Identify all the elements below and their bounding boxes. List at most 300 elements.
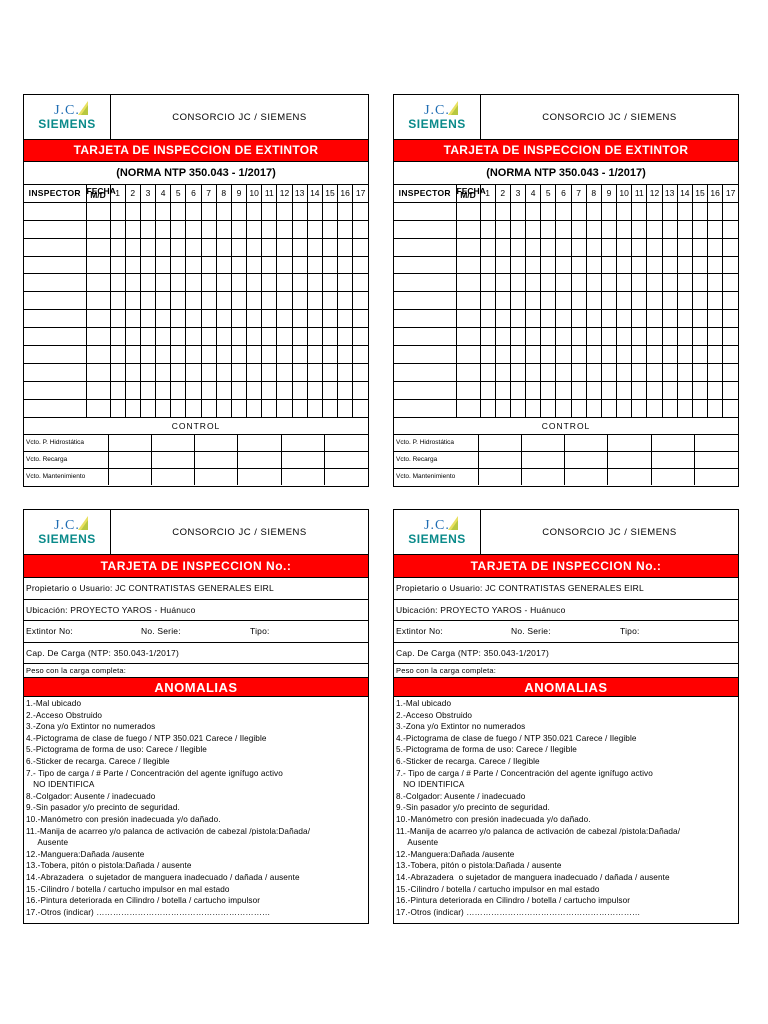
grid-cell[interactable] (601, 220, 616, 238)
control-cell[interactable] (565, 434, 608, 451)
grid-cell[interactable] (307, 328, 322, 346)
grid-cell[interactable] (692, 238, 707, 256)
grid-cell[interactable] (692, 220, 707, 238)
grid-cell[interactable] (247, 363, 262, 381)
grid-cell[interactable] (277, 346, 292, 364)
cap-carga-field[interactable]: Cap. De Carga (NTP: 350.043-1/2017) (24, 643, 368, 665)
grid-cell[interactable] (677, 310, 692, 328)
grid-cell[interactable] (617, 274, 632, 292)
grid-cell[interactable] (24, 399, 86, 417)
grid-cell[interactable] (541, 202, 556, 220)
grid-cell[interactable] (510, 220, 525, 238)
grid-cell[interactable] (24, 274, 86, 292)
grid-cell[interactable] (231, 381, 246, 399)
grid-cell[interactable] (277, 381, 292, 399)
grid-cell[interactable] (140, 238, 155, 256)
grid-cell[interactable] (495, 346, 510, 364)
grid-cell[interactable] (186, 381, 201, 399)
grid-cell[interactable] (322, 328, 337, 346)
grid-cell[interactable] (231, 399, 246, 417)
grid-cell[interactable] (338, 220, 353, 238)
grid-cell[interactable] (216, 256, 231, 274)
grid-cell[interactable] (186, 310, 201, 328)
grid-cell[interactable] (262, 346, 277, 364)
grid-cell[interactable] (247, 274, 262, 292)
grid-cell[interactable] (338, 363, 353, 381)
grid-cell[interactable] (171, 274, 186, 292)
grid-cell[interactable] (24, 381, 86, 399)
grid-cell[interactable] (662, 256, 677, 274)
grid-cell[interactable] (632, 346, 647, 364)
grid-cell[interactable] (510, 328, 525, 346)
grid-cell[interactable] (632, 238, 647, 256)
grid-cell[interactable] (601, 363, 616, 381)
grid-cell[interactable] (110, 238, 125, 256)
grid-cell[interactable] (708, 292, 723, 310)
control-cell[interactable] (608, 451, 651, 468)
grid-cell[interactable] (556, 274, 571, 292)
no-serie-field[interactable]: No. Serie: (511, 626, 551, 637)
grid-cell[interactable] (632, 381, 647, 399)
grid-cell[interactable] (510, 381, 525, 399)
ubicacion-field[interactable]: Ubicación: PROYECTO YAROS - Huánuco (24, 600, 368, 622)
grid-cell[interactable] (338, 328, 353, 346)
grid-cell[interactable] (231, 274, 246, 292)
grid-cell[interactable] (216, 328, 231, 346)
grid-cell[interactable] (495, 220, 510, 238)
grid-cell[interactable] (556, 220, 571, 238)
grid-cell[interactable] (677, 399, 692, 417)
grid-cell[interactable] (480, 346, 495, 364)
grid-cell[interactable] (692, 381, 707, 399)
control-cell[interactable] (478, 468, 521, 485)
grid-cell[interactable] (216, 381, 231, 399)
tipo-field[interactable]: Tipo: (250, 626, 270, 637)
grid-cell[interactable] (456, 238, 480, 256)
control-cell[interactable] (238, 468, 281, 485)
grid-cell[interactable] (216, 292, 231, 310)
grid-cell[interactable] (647, 220, 662, 238)
grid-cell[interactable] (24, 310, 86, 328)
grid-cell[interactable] (571, 292, 586, 310)
grid-cell[interactable] (677, 363, 692, 381)
grid-cell[interactable] (601, 292, 616, 310)
control-cell[interactable] (151, 451, 194, 468)
grid-cell[interactable] (495, 292, 510, 310)
grid-cell[interactable] (322, 220, 337, 238)
grid-cell[interactable] (86, 381, 110, 399)
control-cell[interactable] (565, 451, 608, 468)
grid-cell[interactable] (201, 399, 216, 417)
grid-cell[interactable] (541, 220, 556, 238)
grid-cell[interactable] (322, 202, 337, 220)
grid-cell[interactable] (247, 292, 262, 310)
grid-cell[interactable] (216, 399, 231, 417)
grid-cell[interactable] (601, 202, 616, 220)
grid-cell[interactable] (647, 328, 662, 346)
grid-cell[interactable] (247, 346, 262, 364)
grid-cell[interactable] (216, 346, 231, 364)
control-cell[interactable] (608, 434, 651, 451)
grid-cell[interactable] (140, 328, 155, 346)
grid-cell[interactable] (708, 238, 723, 256)
grid-cell[interactable] (338, 274, 353, 292)
grid-cell[interactable] (571, 346, 586, 364)
grid-cell[interactable] (307, 381, 322, 399)
grid-cell[interactable] (322, 381, 337, 399)
grid-cell[interactable] (541, 399, 556, 417)
grid-cell[interactable] (216, 238, 231, 256)
grid-cell[interactable] (617, 202, 632, 220)
grid-cell[interactable] (277, 292, 292, 310)
grid-cell[interactable] (510, 238, 525, 256)
grid-cell[interactable] (647, 256, 662, 274)
grid-cell[interactable] (394, 346, 456, 364)
grid-cell[interactable] (556, 399, 571, 417)
grid-cell[interactable] (571, 202, 586, 220)
grid-cell[interactable] (480, 363, 495, 381)
grid-cell[interactable] (125, 399, 140, 417)
grid-cell[interactable] (125, 363, 140, 381)
grid-cell[interactable] (662, 346, 677, 364)
control-cell[interactable] (281, 434, 324, 451)
grid-cell[interactable] (723, 274, 738, 292)
grid-cell[interactable] (216, 220, 231, 238)
grid-cell[interactable] (322, 399, 337, 417)
grid-cell[interactable] (216, 363, 231, 381)
grid-cell[interactable] (394, 292, 456, 310)
grid-cell[interactable] (262, 292, 277, 310)
grid-cell[interactable] (526, 363, 541, 381)
grid-cell[interactable] (480, 220, 495, 238)
grid-cell[interactable] (156, 274, 171, 292)
grid-cell[interactable] (692, 399, 707, 417)
control-cell[interactable] (151, 468, 194, 485)
grid-cell[interactable] (495, 363, 510, 381)
grid-cell[interactable] (571, 274, 586, 292)
grid-cell[interactable] (495, 256, 510, 274)
grid-cell[interactable] (556, 292, 571, 310)
grid-cell[interactable] (262, 238, 277, 256)
grid-cell[interactable] (353, 346, 368, 364)
grid-cell[interactable] (632, 292, 647, 310)
grid-cell[interactable] (186, 202, 201, 220)
grid-cell[interactable] (86, 238, 110, 256)
grid-cell[interactable] (86, 202, 110, 220)
grid-cell[interactable] (338, 238, 353, 256)
grid-cell[interactable] (723, 399, 738, 417)
grid-cell[interactable] (571, 399, 586, 417)
grid-cell[interactable] (647, 310, 662, 328)
grid-cell[interactable] (617, 292, 632, 310)
grid-cell[interactable] (156, 399, 171, 417)
grid-cell[interactable] (353, 310, 368, 328)
grid-cell[interactable] (24, 238, 86, 256)
grid-cell[interactable] (86, 274, 110, 292)
grid-cell[interactable] (662, 399, 677, 417)
grid-cell[interactable] (125, 292, 140, 310)
grid-cell[interactable] (571, 310, 586, 328)
grid-cell[interactable] (231, 202, 246, 220)
grid-cell[interactable] (86, 220, 110, 238)
no-serie-field[interactable]: No. Serie: (141, 626, 181, 637)
control-cell[interactable] (325, 468, 368, 485)
grid-cell[interactable] (556, 310, 571, 328)
grid-cell[interactable] (24, 328, 86, 346)
grid-cell[interactable] (541, 292, 556, 310)
grid-cell[interactable] (556, 256, 571, 274)
grid-cell[interactable] (171, 238, 186, 256)
grid-cell[interactable] (125, 256, 140, 274)
grid-cell[interactable] (480, 399, 495, 417)
grid-cell[interactable] (394, 399, 456, 417)
grid-cell[interactable] (338, 399, 353, 417)
grid-cell[interactable] (662, 292, 677, 310)
grid-cell[interactable] (247, 220, 262, 238)
control-cell[interactable] (325, 451, 368, 468)
grid-cell[interactable] (307, 310, 322, 328)
grid-cell[interactable] (495, 274, 510, 292)
grid-cell[interactable] (617, 399, 632, 417)
grid-cell[interactable] (601, 399, 616, 417)
grid-cell[interactable] (125, 381, 140, 399)
grid-cell[interactable] (510, 202, 525, 220)
grid-cell[interactable] (647, 238, 662, 256)
grid-cell[interactable] (456, 256, 480, 274)
grid-cell[interactable] (495, 328, 510, 346)
grid-cell[interactable] (601, 310, 616, 328)
grid-cell[interactable] (480, 274, 495, 292)
grid-cell[interactable] (495, 399, 510, 417)
grid-cell[interactable] (110, 274, 125, 292)
grid-cell[interactable] (541, 381, 556, 399)
control-cell[interactable] (108, 468, 151, 485)
grid-cell[interactable] (510, 310, 525, 328)
grid-cell[interactable] (480, 292, 495, 310)
grid-cell[interactable] (586, 310, 601, 328)
grid-cell[interactable] (307, 346, 322, 364)
grid-cell[interactable] (292, 220, 307, 238)
grid-cell[interactable] (292, 238, 307, 256)
grid-cell[interactable] (510, 346, 525, 364)
grid-cell[interactable] (140, 202, 155, 220)
grid-cell[interactable] (262, 399, 277, 417)
grid-cell[interactable] (247, 381, 262, 399)
grid-cell[interactable] (647, 202, 662, 220)
grid-cell[interactable] (322, 256, 337, 274)
grid-cell[interactable] (456, 292, 480, 310)
grid-cell[interactable] (216, 274, 231, 292)
grid-cell[interactable] (723, 310, 738, 328)
grid-cell[interactable] (322, 292, 337, 310)
grid-cell[interactable] (247, 256, 262, 274)
grid-cell[interactable] (140, 399, 155, 417)
grid-cell[interactable] (186, 346, 201, 364)
grid-cell[interactable] (186, 238, 201, 256)
extintor-no-field[interactable]: Extintor No: (396, 626, 443, 637)
grid-cell[interactable] (662, 274, 677, 292)
grid-cell[interactable] (231, 310, 246, 328)
grid-cell[interactable] (708, 399, 723, 417)
grid-cell[interactable] (201, 238, 216, 256)
grid-cell[interactable] (480, 381, 495, 399)
control-cell[interactable] (478, 451, 521, 468)
grid-cell[interactable] (307, 363, 322, 381)
grid-cell[interactable] (617, 381, 632, 399)
grid-cell[interactable] (586, 346, 601, 364)
grid-cell[interactable] (156, 346, 171, 364)
grid-cell[interactable] (617, 363, 632, 381)
grid-cell[interactable] (216, 202, 231, 220)
grid-cell[interactable] (677, 381, 692, 399)
grid-cell[interactable] (677, 238, 692, 256)
grid-cell[interactable] (201, 274, 216, 292)
grid-cell[interactable] (353, 202, 368, 220)
grid-cell[interactable] (201, 292, 216, 310)
grid-cell[interactable] (601, 328, 616, 346)
grid-cell[interactable] (262, 328, 277, 346)
grid-cell[interactable] (556, 238, 571, 256)
grid-cell[interactable] (156, 238, 171, 256)
peso-field[interactable]: Peso con la carga completa: (24, 664, 368, 678)
grid-cell[interactable] (338, 310, 353, 328)
grid-cell[interactable] (307, 274, 322, 292)
grid-cell[interactable] (338, 256, 353, 274)
ubicacion-field[interactable]: Ubicación: PROYECTO YAROS - Huánuco (394, 600, 738, 622)
grid-cell[interactable] (156, 220, 171, 238)
grid-cell[interactable] (307, 399, 322, 417)
grid-cell[interactable] (277, 274, 292, 292)
grid-cell[interactable] (526, 292, 541, 310)
grid-cell[interactable] (480, 328, 495, 346)
grid-cell[interactable] (586, 292, 601, 310)
grid-cell[interactable] (586, 202, 601, 220)
grid-cell[interactable] (662, 202, 677, 220)
grid-cell[interactable] (125, 274, 140, 292)
grid-cell[interactable] (541, 256, 556, 274)
grid-cell[interactable] (526, 346, 541, 364)
grid-cell[interactable] (692, 274, 707, 292)
grid-cell[interactable] (353, 292, 368, 310)
grid-cell[interactable] (456, 328, 480, 346)
grid-cell[interactable] (541, 310, 556, 328)
grid-cell[interactable] (171, 220, 186, 238)
grid-cell[interactable] (708, 202, 723, 220)
grid-cell[interactable] (140, 346, 155, 364)
grid-cell[interactable] (677, 328, 692, 346)
grid-cell[interactable] (86, 292, 110, 310)
control-cell[interactable] (651, 468, 694, 485)
control-cell[interactable] (281, 451, 324, 468)
grid-cell[interactable] (586, 238, 601, 256)
grid-cell[interactable] (495, 238, 510, 256)
grid-cell[interactable] (24, 220, 86, 238)
grid-cell[interactable] (480, 256, 495, 274)
grid-cell[interactable] (125, 328, 140, 346)
grid-cell[interactable] (456, 310, 480, 328)
grid-cell[interactable] (677, 346, 692, 364)
grid-cell[interactable] (647, 363, 662, 381)
control-cell[interactable] (521, 451, 564, 468)
grid-cell[interactable] (708, 220, 723, 238)
grid-cell[interactable] (307, 238, 322, 256)
grid-cell[interactable] (708, 274, 723, 292)
grid-cell[interactable] (456, 363, 480, 381)
grid-cell[interactable] (394, 256, 456, 274)
grid-cell[interactable] (262, 310, 277, 328)
grid-cell[interactable] (662, 238, 677, 256)
grid-cell[interactable] (692, 292, 707, 310)
grid-cell[interactable] (338, 346, 353, 364)
grid-cell[interactable] (677, 274, 692, 292)
grid-cell[interactable] (140, 310, 155, 328)
grid-cell[interactable] (692, 310, 707, 328)
grid-cell[interactable] (292, 328, 307, 346)
grid-cell[interactable] (231, 238, 246, 256)
grid-cell[interactable] (277, 220, 292, 238)
grid-cell[interactable] (322, 310, 337, 328)
grid-cell[interactable] (110, 381, 125, 399)
grid-cell[interactable] (586, 399, 601, 417)
grid-cell[interactable] (662, 220, 677, 238)
grid-cell[interactable] (125, 238, 140, 256)
grid-cell[interactable] (156, 381, 171, 399)
grid-cell[interactable] (231, 292, 246, 310)
grid-cell[interactable] (110, 310, 125, 328)
grid-cell[interactable] (110, 256, 125, 274)
grid-cell[interactable] (353, 220, 368, 238)
grid-cell[interactable] (647, 399, 662, 417)
grid-cell[interactable] (353, 399, 368, 417)
grid-cell[interactable] (526, 202, 541, 220)
grid-cell[interactable] (495, 381, 510, 399)
grid-cell[interactable] (456, 220, 480, 238)
grid-cell[interactable] (456, 202, 480, 220)
grid-cell[interactable] (526, 310, 541, 328)
grid-cell[interactable] (156, 292, 171, 310)
grid-cell[interactable] (110, 220, 125, 238)
grid-cell[interactable] (307, 202, 322, 220)
grid-cell[interactable] (632, 363, 647, 381)
grid-cell[interactable] (617, 256, 632, 274)
grid-cell[interactable] (292, 363, 307, 381)
grid-cell[interactable] (186, 256, 201, 274)
grid-cell[interactable] (586, 256, 601, 274)
grid-cell[interactable] (86, 328, 110, 346)
grid-cell[interactable] (110, 292, 125, 310)
grid-cell[interactable] (186, 399, 201, 417)
grid-cell[interactable] (556, 363, 571, 381)
grid-cell[interactable] (201, 346, 216, 364)
control-cell[interactable] (195, 451, 238, 468)
cap-carga-field[interactable]: Cap. De Carga (NTP: 350.043-1/2017) (394, 643, 738, 665)
grid-cell[interactable] (277, 238, 292, 256)
grid-cell[interactable] (692, 256, 707, 274)
grid-cell[interactable] (171, 256, 186, 274)
grid-cell[interactable] (394, 363, 456, 381)
grid-cell[interactable] (156, 363, 171, 381)
control-cell[interactable] (651, 451, 694, 468)
grid-cell[interactable] (510, 256, 525, 274)
grid-cell[interactable] (125, 220, 140, 238)
grid-cell[interactable] (186, 292, 201, 310)
control-cell[interactable] (108, 434, 151, 451)
grid-cell[interactable] (86, 399, 110, 417)
grid-cell[interactable] (292, 256, 307, 274)
grid-cell[interactable] (617, 220, 632, 238)
grid-cell[interactable] (156, 202, 171, 220)
grid-cell[interactable] (216, 310, 231, 328)
